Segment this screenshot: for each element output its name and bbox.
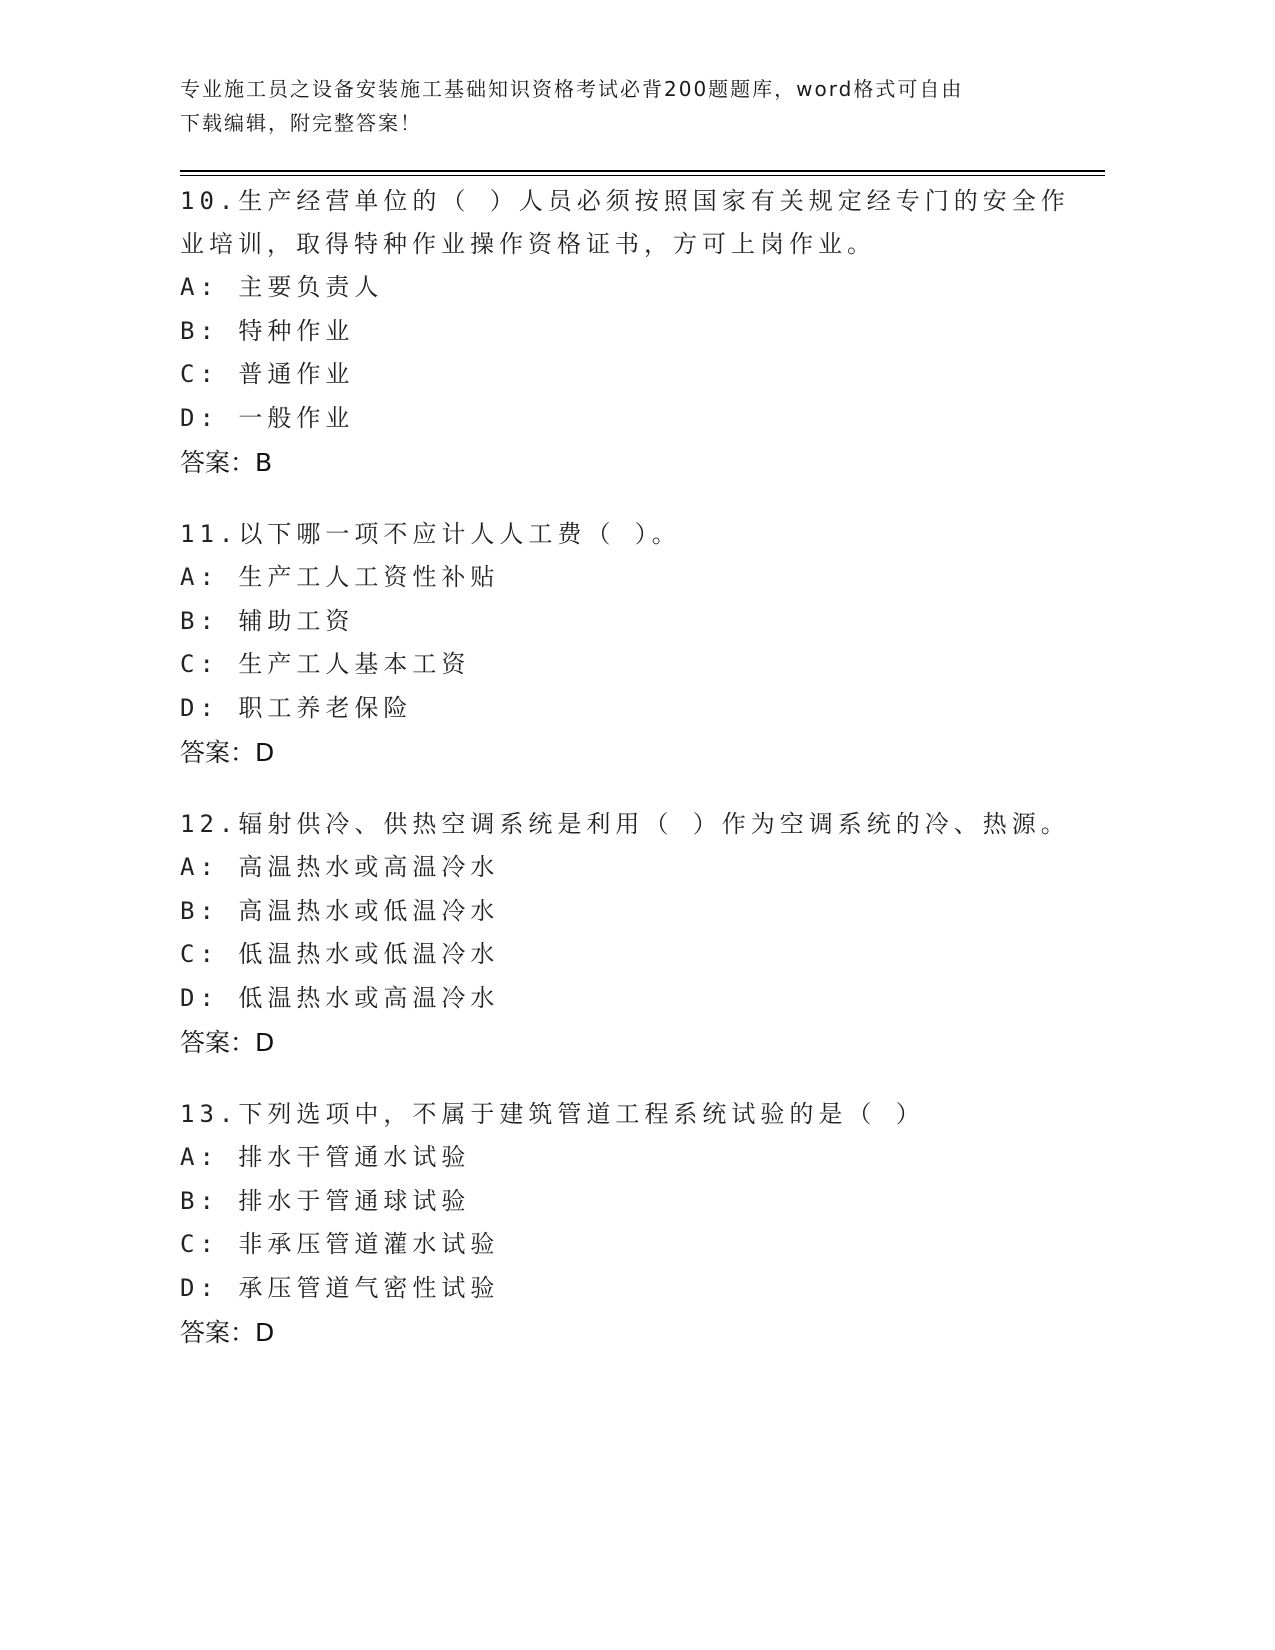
- intro-line-2: 下载编辑，附完整答案！: [180, 111, 422, 135]
- question-stem: 12.辐射供冷、供热空调系统是利用（ ）作为空调系统的冷、热源。: [180, 810, 1070, 838]
- option-b: B: 排水于管通球试验: [180, 1186, 471, 1215]
- document-intro: [180, 72, 1040, 140]
- question-stem: 13.下列选项中，不属于建筑管道工程系统试验的是（ ）: [180, 1100, 925, 1128]
- question-12: [180, 803, 1080, 1065]
- answer: 答案：D: [180, 1028, 275, 1057]
- question-list: [180, 180, 1080, 1383]
- question-stem: 10.生产经营单位的（ ）人员必须按照国家有关规定经专门的安全作业培训，取得特种作业操作资格证书，方可上岗作业。: [180, 187, 1070, 258]
- intro-line-1: 专业施工员之设备安装施工基础知识资格考试必背200题题库，word格式可自由: [180, 77, 964, 101]
- option-b: B: 特种作业: [180, 316, 355, 345]
- option-a: A: 高温热水或高温冷水: [180, 853, 500, 881]
- divider-thick: [180, 170, 1105, 172]
- answer: 答案：B: [180, 448, 273, 477]
- divider-thin: [180, 175, 1105, 176]
- option-a: A: 主要负责人: [180, 273, 384, 301]
- option-a: A: 排水干管通水试验: [180, 1143, 471, 1171]
- option-a: A: 生产工人工资性补贴: [180, 563, 500, 591]
- option-b: B: 辅助工资: [180, 606, 355, 635]
- option-d: D: 职工养老保险: [180, 693, 413, 722]
- option-b: B: 高温热水或低温冷水: [180, 896, 500, 925]
- option-d: D: 低温热水或高温冷水: [180, 983, 500, 1012]
- answer: 答案：D: [180, 1318, 275, 1347]
- question-13: [180, 1093, 1080, 1355]
- option-d: D: 一般作业: [180, 403, 355, 432]
- question-11: [180, 513, 1080, 775]
- option-c: C: 非承压管道灌水试验: [180, 1230, 500, 1258]
- answer: 答案：D: [180, 738, 275, 767]
- question-stem: 11.以下哪一项不应计人人工费（ ）。: [180, 520, 681, 548]
- question-10: [180, 180, 1080, 485]
- option-c: C: 普通作业: [180, 360, 355, 388]
- option-c: C: 生产工人基本工资: [180, 650, 471, 678]
- option-d: D: 承压管道气密性试验: [180, 1273, 500, 1302]
- option-c: C: 低温热水或低温冷水: [180, 940, 500, 968]
